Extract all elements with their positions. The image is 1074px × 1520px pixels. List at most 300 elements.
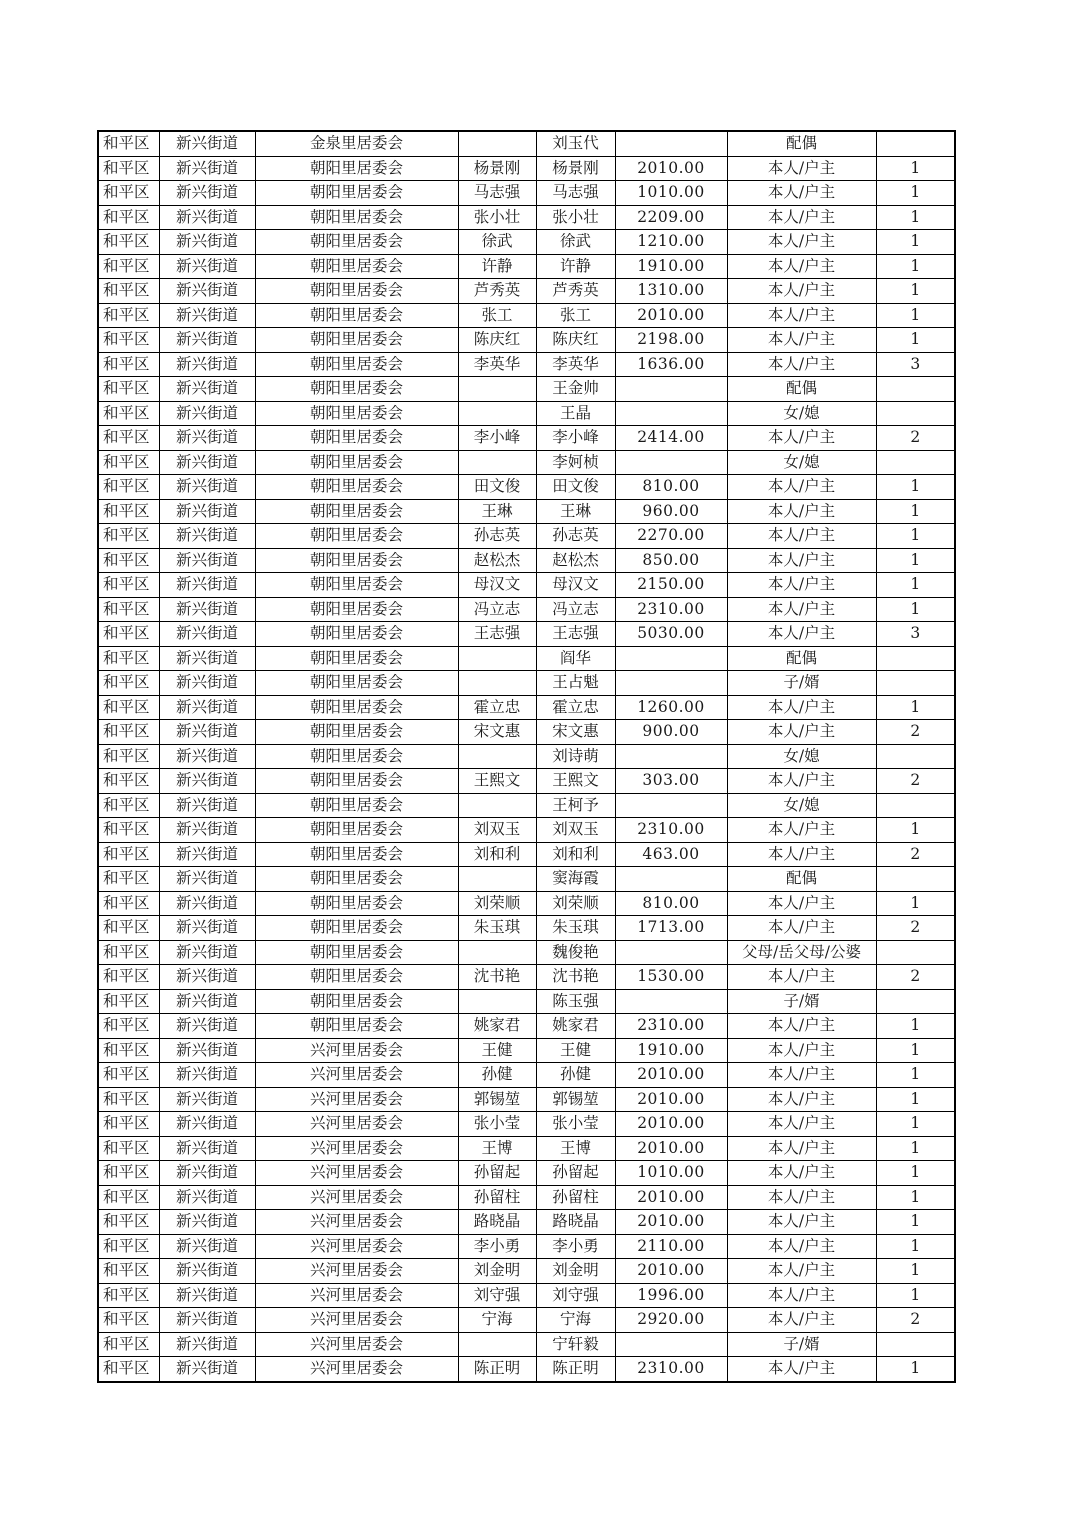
cell-relation: 本人/户主 [727,842,876,867]
cell-street: 新兴街道 [159,573,255,598]
cell-household-size: 1 [876,573,955,598]
cell-district: 和平区 [98,1357,159,1382]
cell-household-size: 1 [876,303,955,328]
table-row [98,1038,955,1063]
cell-relation: 本人/户主 [727,548,876,573]
table-body [98,131,955,1382]
cell-household-size: 1 [876,1161,955,1186]
cell-committee: 朝阳里居委会 [255,450,458,475]
cell-amount: 1310.00 [615,279,727,304]
table-row [98,1210,955,1235]
cell-district: 和平区 [98,867,159,892]
cell-head-name: 张工 [458,303,536,328]
cell-street: 新兴街道 [159,401,255,426]
cell-amount [615,131,727,156]
cell-street: 新兴街道 [159,475,255,500]
cell-street: 新兴街道 [159,646,255,671]
cell-relation: 本人/户主 [727,769,876,794]
cell-committee: 朝阳里居委会 [255,254,458,279]
cell-amount [615,401,727,426]
cell-relation: 本人/户主 [727,1038,876,1063]
cell-relation: 本人/户主 [727,1210,876,1235]
cell-relation: 本人/户主 [727,230,876,255]
cell-household-size: 2 [876,1308,955,1333]
cell-member-name: 李小勇 [536,1234,615,1259]
cell-committee: 兴河里居委会 [255,1234,458,1259]
table-row [98,548,955,573]
cell-member-name: 刘和利 [536,842,615,867]
table-row [98,720,955,745]
cell-relation: 本人/户主 [727,1259,876,1284]
cell-street: 新兴街道 [159,891,255,916]
cell-amount: 2010.00 [615,1259,727,1284]
cell-relation: 配偶 [727,646,876,671]
table-row [98,769,955,794]
cell-committee: 朝阳里居委会 [255,156,458,181]
cell-street: 新兴街道 [159,1185,255,1210]
cell-street: 新兴街道 [159,1259,255,1284]
cell-amount: 1636.00 [615,352,727,377]
cell-committee: 朝阳里居委会 [255,989,458,1014]
cell-head-name [458,989,536,1014]
cell-district: 和平区 [98,131,159,156]
cell-household-size: 1 [876,1087,955,1112]
cell-head-name: 孙志英 [458,524,536,549]
cell-street: 新兴街道 [159,377,255,402]
table-row [98,989,955,1014]
cell-member-name: 宁海 [536,1308,615,1333]
cell-relation: 本人/户主 [727,1283,876,1308]
cell-head-name: 刘金明 [458,1259,536,1284]
cell-household-size: 2 [876,720,955,745]
cell-member-name: 王晶 [536,401,615,426]
cell-head-name: 宋文惠 [458,720,536,745]
cell-district: 和平区 [98,377,159,402]
cell-street: 新兴街道 [159,1308,255,1333]
cell-household-size: 3 [876,622,955,647]
cell-household-size: 1 [876,1063,955,1088]
cell-committee: 朝阳里居委会 [255,965,458,990]
cell-street: 新兴街道 [159,1234,255,1259]
cell-committee: 朝阳里居委会 [255,499,458,524]
cell-street: 新兴街道 [159,1087,255,1112]
cell-committee: 兴河里居委会 [255,1161,458,1186]
cell-amount: 2010.00 [615,1063,727,1088]
cell-relation: 子/婿 [727,989,876,1014]
cell-member-name: 窦海霞 [536,867,615,892]
cell-relation: 本人/户主 [727,1161,876,1186]
cell-amount: 1910.00 [615,1038,727,1063]
cell-head-name [458,793,536,818]
cell-member-name: 王金帅 [536,377,615,402]
cell-district: 和平区 [98,1259,159,1284]
cell-district: 和平区 [98,597,159,622]
cell-head-name [458,450,536,475]
cell-committee: 朝阳里居委会 [255,475,458,500]
cell-district: 和平区 [98,524,159,549]
cell-head-name: 郭锡堃 [458,1087,536,1112]
cell-district: 和平区 [98,842,159,867]
cell-relation: 本人/户主 [727,891,876,916]
cell-amount: 900.00 [615,720,727,745]
cell-head-name [458,131,536,156]
cell-street: 新兴街道 [159,303,255,328]
cell-amount: 1010.00 [615,1161,727,1186]
cell-head-name [458,940,536,965]
table-row [98,744,955,769]
cell-household-size: 2 [876,965,955,990]
cell-amount [615,744,727,769]
cell-district: 和平区 [98,230,159,255]
table-row [98,450,955,475]
cell-relation: 本人/户主 [727,181,876,206]
cell-street: 新兴街道 [159,1038,255,1063]
cell-street: 新兴街道 [159,230,255,255]
cell-head-name: 孙留柱 [458,1185,536,1210]
cell-household-size [876,401,955,426]
cell-member-name: 田文俊 [536,475,615,500]
cell-relation: 本人/户主 [727,205,876,230]
cell-relation: 本人/户主 [727,303,876,328]
cell-amount: 2310.00 [615,597,727,622]
table-row [98,1063,955,1088]
cell-amount: 2010.00 [615,1185,727,1210]
cell-amount: 2150.00 [615,573,727,598]
cell-member-name: 许静 [536,254,615,279]
cell-committee: 朝阳里居委会 [255,1014,458,1039]
cell-district: 和平区 [98,940,159,965]
cell-relation: 本人/户主 [727,426,876,451]
cell-district: 和平区 [98,450,159,475]
cell-district: 和平区 [98,793,159,818]
cell-district: 和平区 [98,891,159,916]
cell-member-name: 孙志英 [536,524,615,549]
table-row [98,597,955,622]
cell-amount [615,989,727,1014]
cell-committee: 朝阳里居委会 [255,401,458,426]
cell-head-name [458,401,536,426]
table-row [98,818,955,843]
cell-amount [615,793,727,818]
cell-amount: 960.00 [615,499,727,524]
cell-member-name: 冯立志 [536,597,615,622]
cell-member-name: 孙留柱 [536,1185,615,1210]
cell-head-name: 王琳 [458,499,536,524]
table-row [98,891,955,916]
table-row [98,965,955,990]
cell-head-name: 芦秀英 [458,279,536,304]
table-row [98,377,955,402]
cell-district: 和平区 [98,1063,159,1088]
cell-street: 新兴街道 [159,131,255,156]
cell-amount: 2414.00 [615,426,727,451]
cell-amount: 463.00 [615,842,727,867]
cell-member-name: 王琳 [536,499,615,524]
cell-relation: 女/媳 [727,793,876,818]
cell-street: 新兴街道 [159,1332,255,1357]
cell-member-name: 刘金明 [536,1259,615,1284]
cell-relation: 本人/户主 [727,965,876,990]
cell-amount: 1210.00 [615,230,727,255]
cell-head-name: 孙留起 [458,1161,536,1186]
cell-district: 和平区 [98,1185,159,1210]
cell-head-name: 许静 [458,254,536,279]
cell-relation: 本人/户主 [727,156,876,181]
cell-household-size [876,867,955,892]
cell-committee: 朝阳里居委会 [255,695,458,720]
cell-household-size: 1 [876,499,955,524]
cell-committee: 朝阳里居委会 [255,744,458,769]
cell-street: 新兴街道 [159,499,255,524]
cell-household-size: 1 [876,891,955,916]
cell-street: 新兴街道 [159,622,255,647]
cell-household-size: 1 [876,548,955,573]
cell-street: 新兴街道 [159,1210,255,1235]
cell-committee: 兴河里居委会 [255,1136,458,1161]
cell-committee: 兴河里居委会 [255,1283,458,1308]
cell-street: 新兴街道 [159,254,255,279]
cell-amount [615,1332,727,1357]
cell-household-size [876,744,955,769]
cell-relation: 本人/户主 [727,1136,876,1161]
cell-district: 和平区 [98,818,159,843]
cell-district: 和平区 [98,205,159,230]
cell-head-name: 刘和利 [458,842,536,867]
cell-street: 新兴街道 [159,1112,255,1137]
table-row [98,1332,955,1357]
cell-amount: 2010.00 [615,1087,727,1112]
cell-member-name: 魏俊艳 [536,940,615,965]
table-row [98,254,955,279]
cell-amount: 850.00 [615,548,727,573]
cell-head-name: 朱玉琪 [458,916,536,941]
cell-household-size: 1 [876,1185,955,1210]
cell-relation: 本人/户主 [727,1087,876,1112]
cell-amount: 810.00 [615,891,727,916]
cell-amount: 2010.00 [615,1112,727,1137]
cell-head-name: 陈庆红 [458,328,536,353]
cell-household-size: 1 [876,1210,955,1235]
cell-committee: 朝阳里居委会 [255,818,458,843]
cell-street: 新兴街道 [159,450,255,475]
cell-district: 和平区 [98,1234,159,1259]
cell-committee: 朝阳里居委会 [255,279,458,304]
cell-member-name: 刘诗萌 [536,744,615,769]
cell-street: 新兴街道 [159,720,255,745]
cell-head-name: 霍立忠 [458,695,536,720]
cell-head-name: 陈正明 [458,1357,536,1382]
cell-district: 和平区 [98,1136,159,1161]
table-row [98,1185,955,1210]
cell-relation: 本人/户主 [727,1357,876,1382]
cell-street: 新兴街道 [159,744,255,769]
cell-street: 新兴街道 [159,1283,255,1308]
cell-head-name: 张小莹 [458,1112,536,1137]
cell-committee: 朝阳里居委会 [255,891,458,916]
cell-member-name: 姚家君 [536,1014,615,1039]
cell-committee: 朝阳里居委会 [255,205,458,230]
cell-household-size: 3 [876,352,955,377]
cell-relation: 本人/户主 [727,328,876,353]
table-row [98,181,955,206]
cell-head-name [458,646,536,671]
cell-member-name: 杨景刚 [536,156,615,181]
cell-committee: 朝阳里居委会 [255,377,458,402]
cell-household-size: 1 [876,156,955,181]
cell-district: 和平区 [98,279,159,304]
cell-head-name: 母汉文 [458,573,536,598]
cell-street: 新兴街道 [159,1357,255,1382]
cell-district: 和平区 [98,720,159,745]
cell-member-name: 孙健 [536,1063,615,1088]
cell-head-name [458,867,536,892]
cell-amount [615,450,727,475]
cell-household-size: 1 [876,1259,955,1284]
cell-member-name: 刘守强 [536,1283,615,1308]
cell-district: 和平区 [98,1283,159,1308]
cell-household-size: 1 [876,205,955,230]
cell-household-size: 2 [876,769,955,794]
cell-amount: 1910.00 [615,254,727,279]
cell-member-name: 王健 [536,1038,615,1063]
cell-amount: 5030.00 [615,622,727,647]
cell-relation: 子/婿 [727,1332,876,1357]
cell-head-name: 李小峰 [458,426,536,451]
table-row [98,401,955,426]
cell-street: 新兴街道 [159,867,255,892]
cell-committee: 朝阳里居委会 [255,426,458,451]
cell-street: 新兴街道 [159,769,255,794]
table-row [98,1308,955,1333]
cell-household-size: 1 [876,1038,955,1063]
cell-household-size: 2 [876,426,955,451]
cell-household-size: 1 [876,695,955,720]
cell-committee: 朝阳里居委会 [255,622,458,647]
cell-member-name: 朱玉琪 [536,916,615,941]
cell-relation: 本人/户主 [727,254,876,279]
cell-member-name: 赵松杰 [536,548,615,573]
cell-district: 和平区 [98,1087,159,1112]
cell-household-size: 1 [876,328,955,353]
cell-relation: 本人/户主 [727,573,876,598]
cell-member-name: 王熙文 [536,769,615,794]
table-row [98,842,955,867]
table-row [98,1283,955,1308]
cell-head-name: 王熙文 [458,769,536,794]
cell-amount: 2010.00 [615,1136,727,1161]
cell-member-name: 郭锡堃 [536,1087,615,1112]
cell-committee: 兴河里居委会 [255,1357,458,1382]
table-row [98,916,955,941]
cell-committee: 兴河里居委会 [255,1112,458,1137]
cell-member-name: 张小壮 [536,205,615,230]
table-row [98,622,955,647]
cell-committee: 朝阳里居委会 [255,646,458,671]
cell-committee: 朝阳里居委会 [255,720,458,745]
cell-amount: 1010.00 [615,181,727,206]
cell-committee: 朝阳里居委会 [255,573,458,598]
cell-street: 新兴街道 [159,818,255,843]
cell-member-name: 孙留起 [536,1161,615,1186]
cell-head-name: 徐武 [458,230,536,255]
cell-relation: 配偶 [727,131,876,156]
table-row [98,426,955,451]
cell-committee: 朝阳里居委会 [255,181,458,206]
cell-district: 和平区 [98,1332,159,1357]
cell-committee: 朝阳里居委会 [255,230,458,255]
cell-committee: 兴河里居委会 [255,1185,458,1210]
cell-district: 和平区 [98,156,159,181]
table-row [98,156,955,181]
table-row [98,524,955,549]
table-row [98,328,955,353]
cell-head-name: 李小勇 [458,1234,536,1259]
cell-household-size: 1 [876,475,955,500]
cell-member-name: 霍立忠 [536,695,615,720]
cell-head-name: 杨景刚 [458,156,536,181]
cell-head-name: 马志强 [458,181,536,206]
cell-relation: 本人/户主 [727,597,876,622]
cell-member-name: 张小莹 [536,1112,615,1137]
cell-household-size [876,646,955,671]
cell-relation: 父母/岳父母/公婆 [727,940,876,965]
cell-member-name: 宁轩毅 [536,1332,615,1357]
cell-member-name: 马志强 [536,181,615,206]
cell-committee: 兴河里居委会 [255,1087,458,1112]
cell-street: 新兴街道 [159,205,255,230]
cell-committee: 兴河里居委会 [255,1038,458,1063]
table-row [98,1234,955,1259]
cell-head-name: 刘双玉 [458,818,536,843]
cell-district: 和平区 [98,916,159,941]
table-row [98,1014,955,1039]
cell-street: 新兴街道 [159,426,255,451]
cell-member-name: 陈正明 [536,1357,615,1382]
cell-street: 新兴街道 [159,1063,255,1088]
cell-household-size: 1 [876,524,955,549]
cell-street: 新兴街道 [159,279,255,304]
cell-relation: 女/媳 [727,401,876,426]
cell-household-size: 1 [876,230,955,255]
cell-street: 新兴街道 [159,793,255,818]
cell-head-name: 李英华 [458,352,536,377]
cell-district: 和平区 [98,1112,159,1137]
cell-member-name: 刘荣顺 [536,891,615,916]
cell-committee: 朝阳里居委会 [255,940,458,965]
cell-district: 和平区 [98,646,159,671]
table-row [98,695,955,720]
cell-street: 新兴街道 [159,548,255,573]
cell-street: 新兴街道 [159,352,255,377]
cell-member-name: 刘双玉 [536,818,615,843]
cell-relation: 本人/户主 [727,1014,876,1039]
cell-amount: 303.00 [615,769,727,794]
cell-street: 新兴街道 [159,916,255,941]
cell-member-name: 王志强 [536,622,615,647]
cell-district: 和平区 [98,548,159,573]
cell-relation: 女/媳 [727,450,876,475]
cell-committee: 金泉里居委会 [255,131,458,156]
cell-household-size: 1 [876,597,955,622]
table-row [98,573,955,598]
cell-member-name: 阎华 [536,646,615,671]
cell-district: 和平区 [98,1014,159,1039]
cell-district: 和平区 [98,965,159,990]
cell-household-size: 1 [876,1112,955,1137]
cell-committee: 朝阳里居委会 [255,328,458,353]
cell-member-name: 刘玉代 [536,131,615,156]
cell-household-size: 2 [876,916,955,941]
